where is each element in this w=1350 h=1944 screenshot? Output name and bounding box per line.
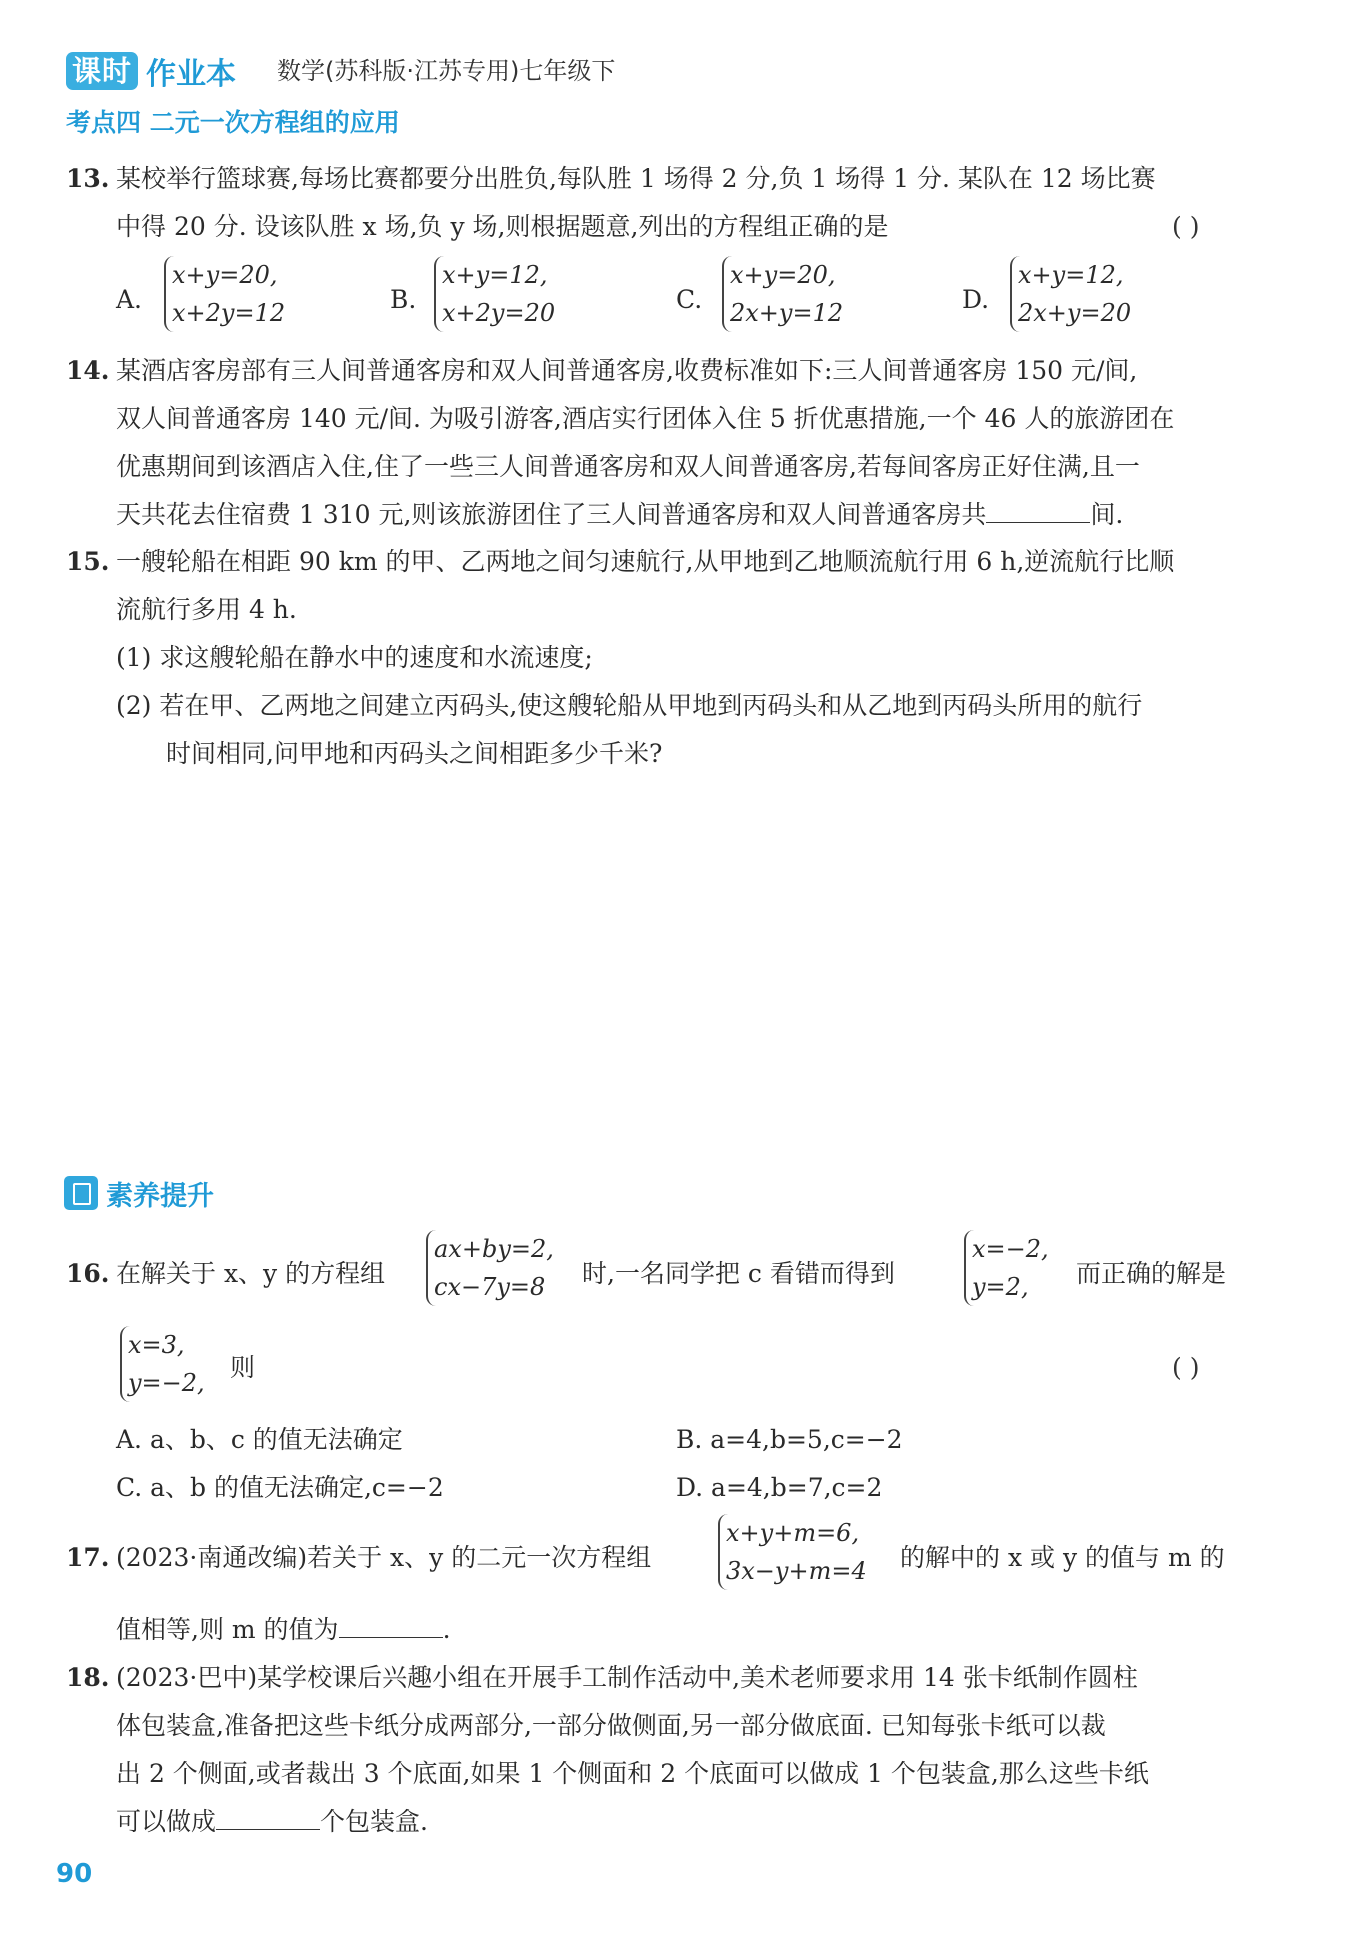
- equation: 3x−y+m=4: [726, 1557, 867, 1585]
- q18-line1: (2023·巴中)某学校课后兴趣小组在开展手工制作活动中,美术老师要求用 14 张卡纸制作圆柱: [116, 1663, 1138, 1692]
- q14-line4-end: 间.: [1090, 500, 1124, 529]
- equation: cx−7y=8: [434, 1273, 546, 1301]
- logo-text: 作业本: [146, 57, 237, 92]
- q15-sub2-line1: (2) 若在甲、乙两地之间建立丙码头,使这艘轮船从甲地到丙码头和从乙地到丙码头所用的航行: [116, 691, 1143, 720]
- q16-text1: 在解关于 x、y 的方程组: [116, 1259, 386, 1288]
- equation: 2x+y=20: [1018, 299, 1132, 327]
- q13-option-c-label: C.: [676, 285, 703, 314]
- q14-line4-text: 天共花去住宿费 1 310 元,则该旅游团住了三人间普通客房和双人间普通客房共: [116, 500, 987, 529]
- q17-equation-system: [718, 1514, 867, 1590]
- q14-line3: 优惠期间到该酒店入住,住了一些三人间普通客房和双人间普通客房,若每间客房正好住满,且一: [116, 452, 1140, 481]
- answer-blank[interactable]: [216, 1807, 320, 1830]
- q15-sub1: (1) 求这艘轮船在静水中的速度和水流速度;: [116, 643, 593, 672]
- q18-line4-text: 可以做成: [116, 1807, 217, 1836]
- q13-option-b-system: [434, 256, 555, 332]
- q13-option-b-label: B.: [390, 285, 417, 314]
- equation: x+2y=12: [172, 299, 286, 327]
- equation: x+2y=20: [442, 299, 556, 327]
- q18-line4: [116, 1806, 428, 1838]
- q16-answer-paren: ( ): [1172, 1353, 1200, 1382]
- equation: y=−2,: [128, 1369, 205, 1397]
- equation: x+y=20,: [730, 261, 836, 289]
- q16-correct-solution: [120, 1326, 205, 1402]
- q13-line1: 某校举行篮球赛,每场比赛都要分出胜负,每队胜 1 场得 2 分,负 1 场得 1 分. 某队在 12 场比赛: [116, 164, 1156, 193]
- q13-line2: 中得 20 分. 设该队胜 x 场,负 y 场,则根据题意,列出的方程组正确的是: [116, 212, 889, 241]
- edit-icon: [64, 1176, 98, 1210]
- q16-text4: 则: [230, 1353, 256, 1382]
- q16-equation-system: [426, 1230, 554, 1306]
- q18-line4-end: 个包装盒.: [320, 1807, 428, 1836]
- page-number: 90: [56, 1859, 93, 1889]
- q14-line4: [116, 499, 1123, 531]
- q15-line2: 流航行多用 4 h.: [116, 595, 297, 624]
- q16-option-b: B. a=4,b=5,c=−2: [676, 1425, 903, 1454]
- equation: 2x+y=12: [730, 299, 844, 327]
- q13-option-a-system: [164, 256, 285, 332]
- q16-option-d: D. a=4,b=7,c=2: [676, 1473, 883, 1502]
- q14-number: 14.: [66, 356, 110, 385]
- book-subtitle: 数学(苏科版·江苏专用)七年级下: [277, 57, 616, 85]
- q16-wrong-solution: [964, 1230, 1049, 1306]
- q16-text2: 时,一名同学把 c 看错而得到: [582, 1259, 895, 1288]
- equation: x+y+m=6,: [726, 1519, 860, 1547]
- q15-number: 15.: [66, 547, 110, 576]
- improvement-title: 素养提升: [106, 1180, 214, 1212]
- q18-line2: 体包装盒,准备把这些卡纸分成两部分,一部分做侧面,另一部分做底面. 已知每张卡纸可以裁: [116, 1711, 1106, 1740]
- q16-text3: 而正确的解是: [1076, 1259, 1227, 1288]
- q13-option-c-system: [722, 256, 843, 332]
- equation: x+y=12,: [442, 261, 548, 289]
- q16-number: 16.: [66, 1259, 110, 1288]
- q13-answer-paren: ( ): [1172, 212, 1200, 241]
- book-logo: [66, 51, 236, 91]
- q14-line1: 某酒店客房部有三人间普通客房和双人间普通客房,收费标准如下:三人间普通客房 150 元/间,: [116, 356, 1138, 385]
- answer-blank[interactable]: [986, 500, 1090, 523]
- logo-badge: 课时: [66, 52, 138, 90]
- equation: x+y=20,: [172, 261, 278, 289]
- q17-line2-end: .: [442, 1615, 451, 1644]
- equation: x+y=12,: [1018, 261, 1124, 289]
- q13-option-d-system: [1010, 256, 1131, 332]
- q13-option-d-label: D.: [962, 285, 990, 314]
- q15-line1: 一艘轮船在相距 90 km 的甲、乙两地之间匀速航行,从甲地到乙地顺流航行用 6 h,逆流航行比顺: [116, 547, 1175, 576]
- q14-line2: 双人间普通客房 140 元/间. 为吸引游客,酒店实行团体入住 5 折优惠措施,一个 46 人的旅游团在: [116, 404, 1175, 433]
- q17-number: 17.: [66, 1543, 110, 1572]
- q15-sub2-line2: 时间相同,问甲地和丙码头之间相距多少千米?: [166, 739, 663, 768]
- section-title: 考点四 二元一次方程组的应用: [66, 108, 400, 137]
- answer-blank[interactable]: [339, 1615, 443, 1638]
- equation: x=3,: [128, 1331, 185, 1359]
- q17-line2: [116, 1614, 451, 1646]
- q16-option-c: C. a、b 的值无法确定,c=−2: [116, 1473, 444, 1502]
- improvement-section-header: [64, 1175, 214, 1211]
- equation: y=2,: [972, 1273, 1029, 1301]
- q16-option-a: A. a、b、c 的值无法确定: [116, 1425, 403, 1454]
- q18-line3: 出 2 个侧面,或者裁出 3 个底面,如果 1 个侧面和 2 个底面可以做成 1 个包装盒,那么这些卡纸: [116, 1759, 1149, 1788]
- equation: x=−2,: [972, 1235, 1049, 1263]
- q17-line2-text: 值相等,则 m 的值为: [116, 1615, 339, 1644]
- q13-number: 13.: [66, 164, 110, 193]
- q18-number: 18.: [66, 1663, 110, 1692]
- q17-text1: (2023·南通改编)若关于 x、y 的二元一次方程组: [116, 1543, 652, 1572]
- q13-option-a-label: A.: [116, 285, 143, 314]
- q17-text2: 的解中的 x 或 y 的值与 m 的: [900, 1543, 1225, 1572]
- equation: ax+by=2,: [434, 1235, 554, 1263]
